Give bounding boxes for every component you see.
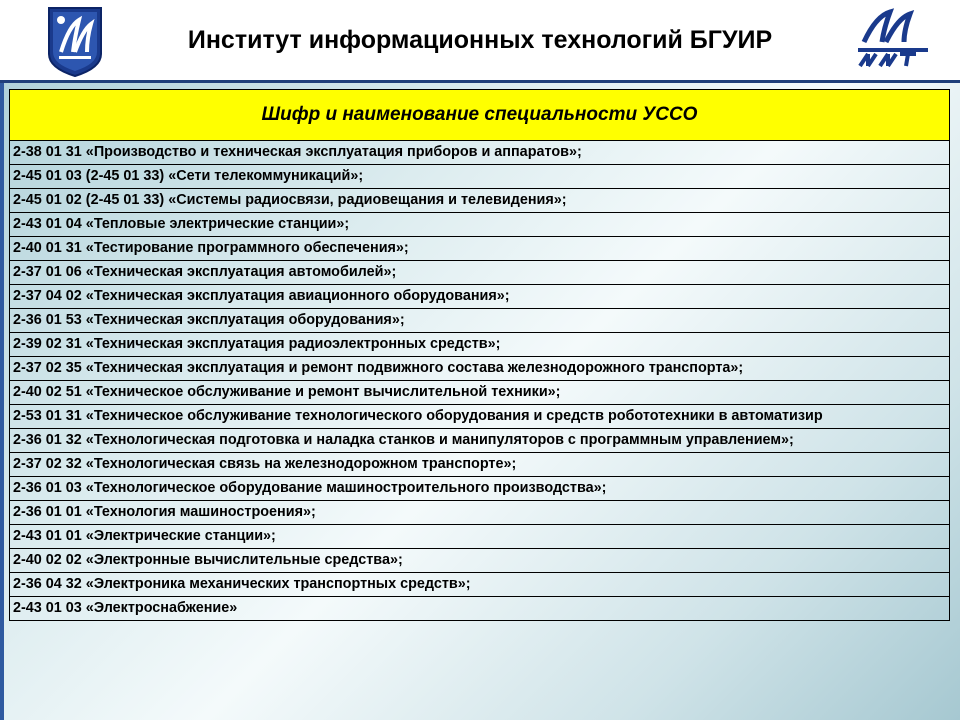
table-heading: Шифр и наименование специальности УССО [10, 90, 950, 141]
specialty-cell: 2-36 01 01 «Технология машиностроения»; [10, 501, 950, 525]
specialty-cell: 2-37 01 06 «Техническая эксплуатация автомобилей»; [10, 261, 950, 285]
institute-crest-logo-icon [45, 6, 105, 78]
table-row [10, 141, 950, 165]
table-row [10, 429, 950, 453]
specialty-cell: 2-40 02 51 «Техническое обслуживание и ремонт вычислительной техники»; [10, 381, 950, 405]
specialty-cell: 2-36 01 03 «Технологическое оборудование машиностроительного производства»; [10, 477, 950, 501]
table-row [10, 549, 950, 573]
table-row [10, 333, 950, 357]
specialty-cell: 2-43 01 04 «Тепловые электрические станции»; [10, 213, 950, 237]
table-row [10, 573, 950, 597]
table-row [10, 285, 950, 309]
specialty-cell: 2-45 01 02 (2-45 01 33) «Системы радиосвязи, радиовещания и телевидения»; [10, 189, 950, 213]
table-row [10, 405, 950, 429]
specialty-cell: 2-43 01 01 «Электрические станции»; [10, 525, 950, 549]
table-row [10, 381, 950, 405]
table-row [10, 309, 950, 333]
table-row [10, 237, 950, 261]
table-row [10, 261, 950, 285]
table-row [10, 213, 950, 237]
table-row [10, 477, 950, 501]
specialty-cell: 2-36 01 32 «Технологическая подготовка и наладка станков и манипуляторов с программным управлением»; [10, 429, 950, 453]
specialty-cell: 2-40 01 31 «Тестирование программного обеспечения»; [10, 237, 950, 261]
page-title: Институт информационных технологий БГУИР [187, 26, 773, 54]
specialty-cell: 2-37 04 02 «Техническая эксплуатация авиационного оборудования»; [10, 285, 950, 309]
specialty-cell: 2-36 01 53 «Техническая эксплуатация оборудования»; [10, 309, 950, 333]
left-accent-bar [0, 83, 4, 720]
iit-logo-icon [850, 8, 935, 70]
specialty-table [9, 89, 950, 621]
table-row [10, 501, 950, 525]
table-row [10, 357, 950, 381]
specialty-cell: 2-39 02 31 «Техническая эксплуатация радиоэлектронных средств»; [10, 333, 950, 357]
specialty-cell: 2-43 01 03 «Электроснабжение» [10, 597, 950, 621]
specialty-cell: 2-37 02 32 «Технологическая связь на железнодорожном транспорте»; [10, 453, 950, 477]
slide-header [0, 0, 960, 83]
specialty-cell: 2-38 01 31 «Производство и техническая эксплуатация приборов и аппаратов»; [10, 141, 950, 165]
specialty-cell: 2-53 01 31 «Техническое обслуживание технологического оборудования и средств робототехники в автоматизир [10, 405, 950, 429]
table-row [10, 525, 950, 549]
table-header-row [10, 90, 950, 141]
table-row [10, 165, 950, 189]
table-row [10, 597, 950, 621]
specialty-cell: 2-37 02 35 «Техническая эксплуатация и ремонт подвижного состава железнодорожного транспорта»; [10, 357, 950, 381]
specialty-cell: 2-36 04 32 «Электроника механических транспортных средств»; [10, 573, 950, 597]
specialty-cell: 2-40 02 02 «Электронные вычислительные средства»; [10, 549, 950, 573]
table-row [10, 189, 950, 213]
table-row [10, 453, 950, 477]
specialty-cell: 2-45 01 03 (2-45 01 33) «Сети телекоммуникаций»; [10, 165, 950, 189]
